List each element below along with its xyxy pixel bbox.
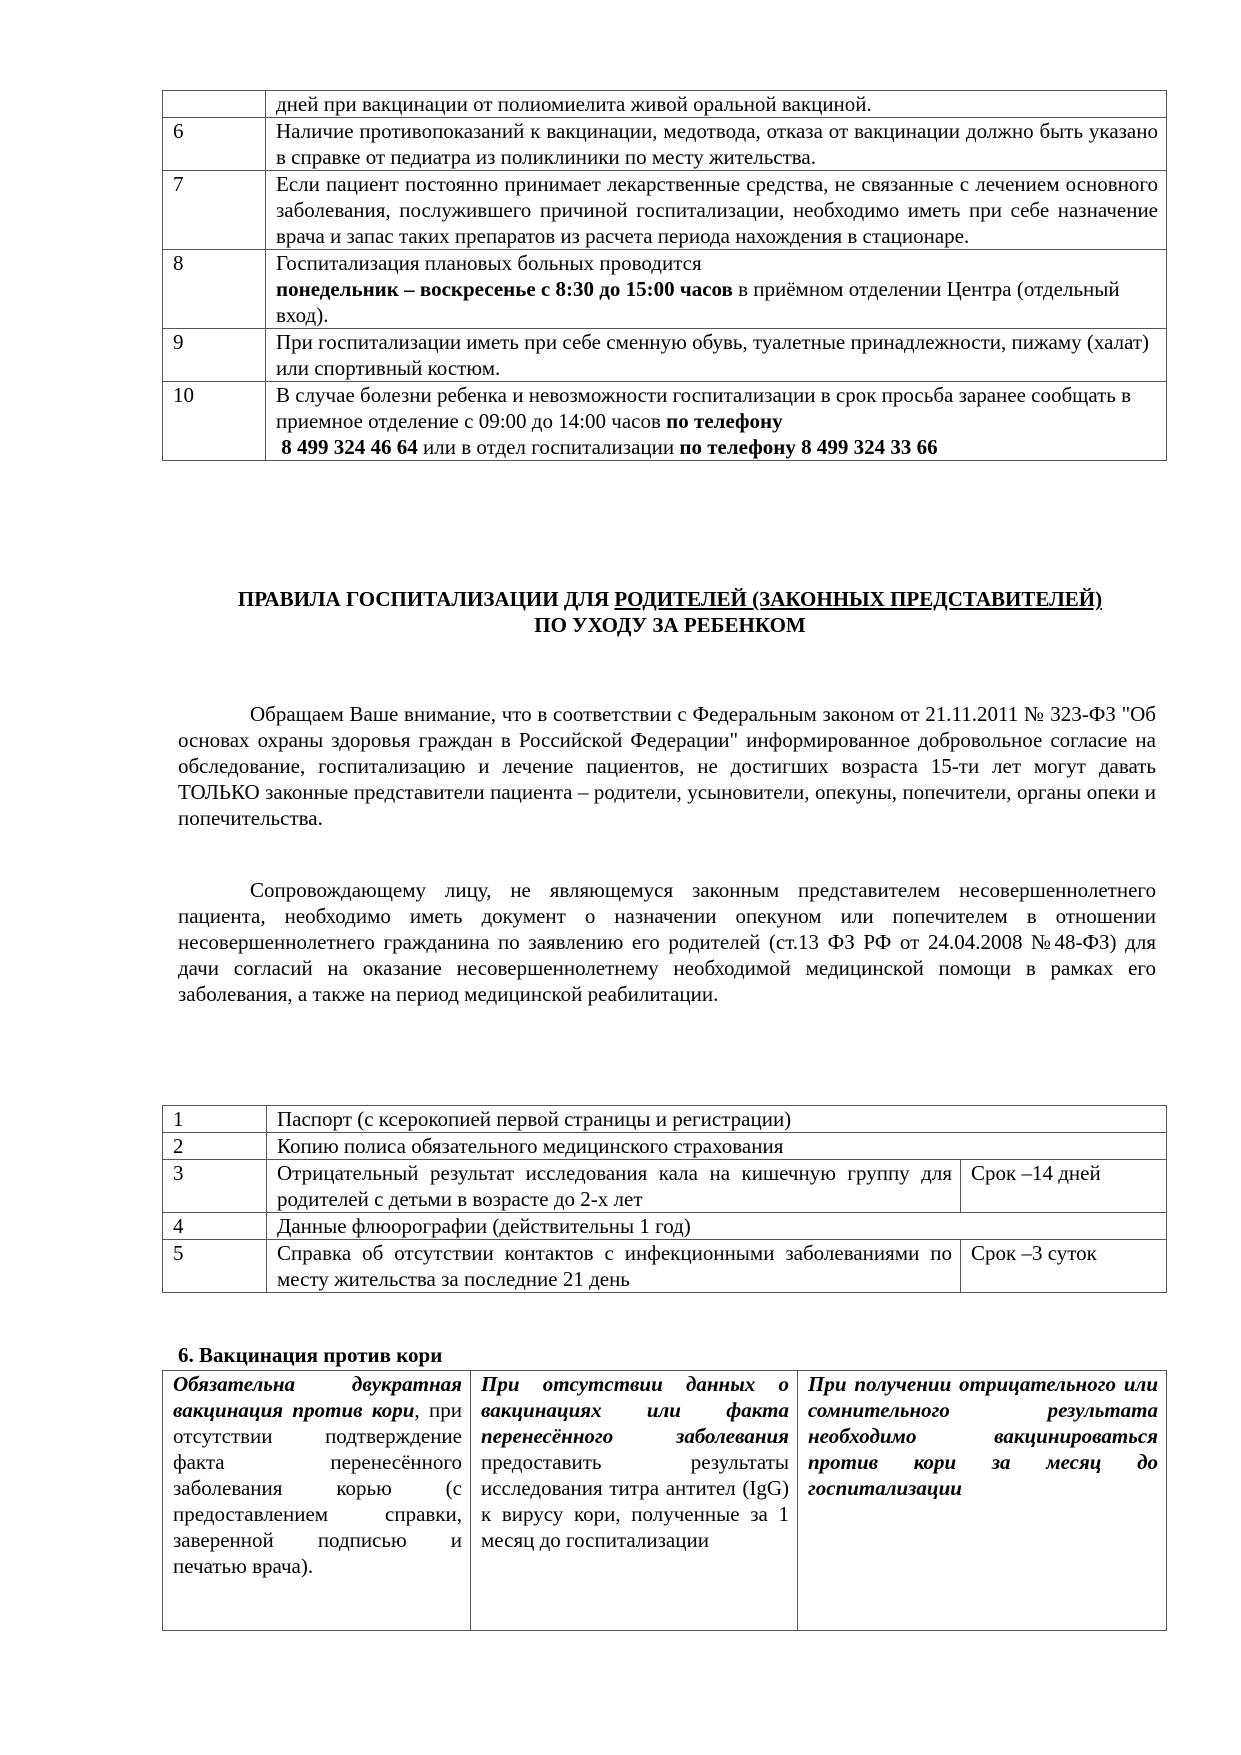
row-number	[163, 91, 266, 118]
row-text: Данные флюорографии (действительны 1 год)	[267, 1213, 1167, 1240]
table-row	[163, 1160, 1167, 1213]
title-line: ПО УХОДУ ЗА РЕБЕНКОМ	[534, 613, 806, 637]
table-row	[163, 329, 1167, 382]
row-number: 2	[163, 1133, 267, 1160]
measles-vaccination-table	[162, 1370, 1167, 1631]
body-text: , при отсутствии подтверждение факта перенесённого заболевания корью (с предоставлением справки, заверенной подписью и печатью врача).	[173, 1398, 462, 1578]
row-number: 6	[163, 118, 266, 171]
row-text: дней при вакцинации от полиомиелита живой оральной вакциной.	[266, 91, 1167, 118]
table-row	[163, 1106, 1167, 1133]
row-text: При госпитализации иметь при себе сменную обувь, туалетные принадлежности, пижаму (халат) или спортивный костюм.	[266, 329, 1167, 382]
emphasis-text: При отсутствии данных о вакцинациях или факта перенесённого заболевания	[481, 1372, 789, 1448]
table-row	[163, 171, 1167, 250]
row-text: Паспорт (с ксерокопией первой страницы и регистрации)	[267, 1106, 1167, 1133]
phone-label: по телефону	[666, 409, 783, 433]
validity-term: Срок –14 дней	[961, 1160, 1167, 1213]
table-row	[163, 250, 1167, 329]
measles-col-no-data	[471, 1371, 798, 1631]
row-number: 4	[163, 1213, 267, 1240]
row-text-part: В случае болезни ребенка и невозможности госпитализации в срок просьба заранее сообщать в приемное отделение с 09:00 до 14:00 часов	[276, 383, 1132, 433]
table-row	[163, 1133, 1167, 1160]
table-row	[163, 382, 1167, 461]
row-number: 7	[163, 171, 266, 250]
row-text: Отрицательный результат исследования кала на кишечную группу для родителей с детьми в возрасте до 2-х лет	[267, 1160, 961, 1213]
row-text: Копию полиса обязательного медицинского страхования	[267, 1133, 1167, 1160]
row-number: 5	[163, 1240, 267, 1293]
table-row	[163, 1240, 1167, 1293]
title-underlined: РОДИТЕЛЕЙ (ЗАКОННЫХ ПРЕДСТАВИТЕЛЕЙ)	[614, 587, 1103, 611]
paragraph-guardian: Сопровождающему лицу, не являющемуся законным представителем несовершеннолетнего пациента, необходимо иметь документ о назначении опекуном или попечителем в отношении несовершеннолетнего гражданина по заявлению его родителей (ст.13 ФЗ РФ от 24.04.2008 №48-ФЗ) для дачи согласий на оказание несовершеннолетнему необходимой медицинской помощи в рамках его заболевания, а также на период медицинской реабилитации.	[178, 878, 1156, 1006]
title-part: ПРАВИЛА ГОСПИТАЛИЗАЦИИ ДЛЯ	[237, 587, 615, 611]
table-row	[163, 1371, 1167, 1631]
body-text: предоставить результаты исследования титра антител (IgG) к вирусу кори, полученные за 1 месяц до госпитализации	[481, 1450, 789, 1552]
measles-col-negative	[798, 1371, 1167, 1631]
paragraph-consent: Обращаем Ваше внимание, что в соответствии с Федеральным законом от 21.11.2011 № 323-ФЗ "Об основах охраны здоровья граждан в Российской Федерации" информированное добровольное согласие на обследование, госпитализацию и лечение пациентов, не достигших возраста 15-ти лет могут давать ТОЛЬКО законные представители пациента – родители, усыновители, опекуны, попечители, органы опеки и попечительства.	[178, 702, 1156, 830]
measles-heading: 6. Вакцинация против кори	[178, 1343, 443, 1367]
row-number: 3	[163, 1160, 267, 1213]
row-number: 9	[163, 329, 266, 382]
row-text: Если пациент постоянно принимает лекарственные средства, не связанные с лечением основного заболевания, послужившего причиной госпитализации, необходимо иметь при себе назначение врача и запас таких препаратов из расчета периода нахождения в стационаре.	[266, 171, 1167, 250]
emphasis-text: При получении отрицательного или сомнительного результата необходимо вакцинироваться против кори за месяц до госпитализации	[808, 1372, 1158, 1500]
schedule-hours: понедельник – воскресенье с 8:30 до 15:00 часов	[276, 277, 733, 301]
measles-col-mandatory	[163, 1371, 471, 1631]
row-text	[266, 382, 1167, 461]
row-number: 8	[163, 250, 266, 329]
row-text-intro: Госпитализация плановых больных проводится	[276, 251, 702, 275]
row-text-rest: в приёмном отделении Центра (отдельный вход).	[276, 277, 1120, 327]
row-text	[266, 250, 1167, 329]
row-text: Наличие противопоказаний к вакцинации, медотвода, отказа от вакцинации должно быть указано в справке от педиатра из поликлиники по месту жительства.	[266, 118, 1167, 171]
phone-hospitalization: по телефону 8 499 324 33 66	[679, 435, 938, 459]
hospitalization-rules-table	[162, 90, 1167, 461]
section-title	[180, 586, 1160, 638]
phone-admission: 8 499 324 46 64	[281, 435, 418, 459]
table-row	[163, 91, 1167, 118]
row-text-part: или в отдел госпитализации	[417, 435, 680, 459]
row-text: Справка об отсутствии контактов с инфекционными заболеваниями по месту жительства за последние 21 день	[267, 1240, 961, 1293]
validity-term: Срок –3 суток	[961, 1240, 1167, 1293]
row-number: 1	[163, 1106, 267, 1133]
emphasis-text: Обязательна двукратная вакцинация против кори	[173, 1372, 462, 1422]
table-row	[163, 118, 1167, 171]
required-documents-table	[162, 1105, 1167, 1293]
row-number: 10	[163, 382, 266, 461]
table-row	[163, 1213, 1167, 1240]
